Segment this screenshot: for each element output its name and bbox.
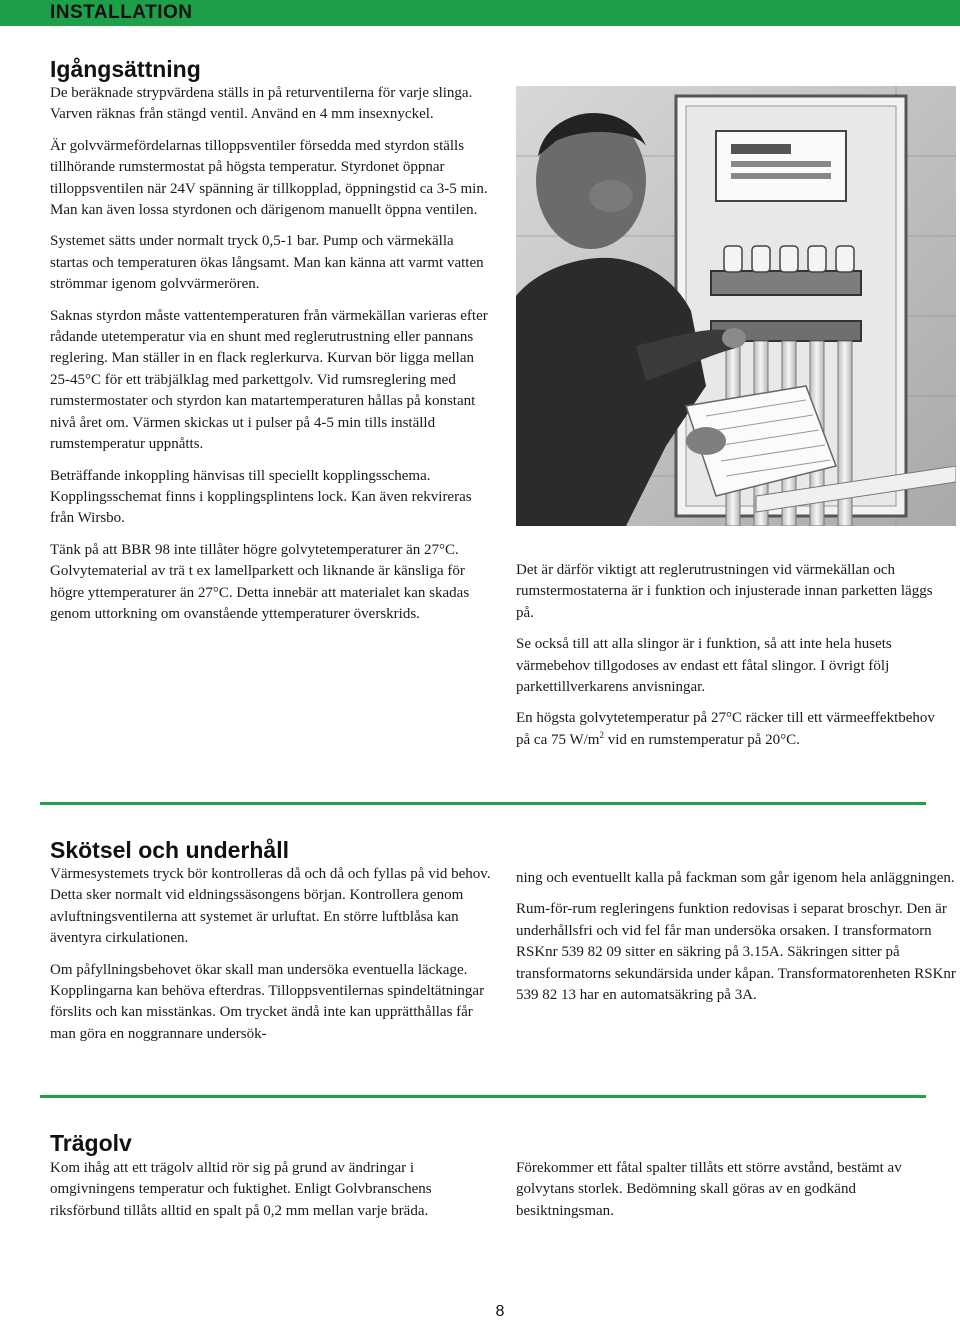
paragraph: ning och eventuellt kalla på fackman som går igenom hela anläggningen.	[516, 870, 955, 886]
text-span: En högsta golvytetemperatur på 27°C räcker till ett värmeeffektbehov på ca 75 W/m	[516, 710, 935, 748]
paragraph: Se också till att alla slingor är i funktion, så att inte hela husets värmebehov tillgodoses av endast ett fåtal slingor. I övrigt följ parkettillverkarens anvisningar.	[516, 636, 892, 696]
igangsattning-left-column	[50, 83, 490, 635]
igangsattning-right-column	[516, 560, 936, 761]
skotsel-left-column	[50, 864, 495, 1055]
paragraph: Beträffande inkoppling hänvisas till speciellt kopplingsschema. Kopplingsschemat finns i kopplingsplintens lock. Kan även rekvireras från Wirsbo.	[50, 467, 472, 527]
paragraph: Förekommer ett fåtal spalter tillåts ett större avstånd, bestämt av golvytans storlek. Bedömning skall göras av en godkänd besiktningsman.	[516, 1160, 902, 1219]
tragolv-left-column	[50, 1158, 495, 1232]
text-span: vid en rumstemperatur på 20°C.	[603, 731, 800, 748]
heading-tragolv: Trägolv	[50, 1130, 132, 1156]
paragraph: Saknas styrdon måste vattentemperaturen från värmekällan varieras efter rådande utetemperatur via en shunt med reglerutrustning eller pannans reglering. Man ställer in en flack reglerkurva. Kurvan bör ligga mellan 25-45°C för ett träbjälklag med parkettgolv. Vid rumsreglering med rumstermostater och styrdon kan matartemperaturen hållas på konstant nivå året om. Värmen skickas ut i pulser på 4-5 min tills inställd rumstemperatur uppnåtts.	[50, 307, 488, 453]
section-divider	[40, 1095, 926, 1098]
paragraph: Tänk på att BBR 98 inte tillåter högre golvytetemperaturer än 27°C. Golvytematerial av trä t ex lamellparkett och liknande är känsliga för högre yttemperaturer än 27°C. Detta innebär att materialet kan skadas genom uttorkning om ovanstående yttemperaturer överskrids.	[50, 541, 470, 622]
paragraph: Om påfyllningsbehovet ökar skall man undersöka eventuella läckage. Kopplingarna kan behöva efterdras. Tilloppsventilernas spindeltätningar förslits och kan misstänkas. Om trycket ändå inte kan upprätthållas får man göra en noggrannare undersök-	[50, 961, 485, 1042]
paragraph: Är golvvärmefördelarnas tilloppsventiler försedda med styrdon ställs tillhörande rumstermostat på högsta temperatur. Styrdonet öppnar tilloppsventilen när 24V spänning är tillkopplad, öppningstid ca 3-5 min. Man kan även lossa styrdonen och därigenom manuellt öppna ventilen.	[50, 137, 488, 219]
heading-igangsattning: Igångsättning	[50, 56, 201, 82]
paragraph	[516, 708, 936, 751]
section-header: INSTALLATION	[50, 2, 193, 23]
page-number: 8	[495, 1303, 505, 1320]
paragraph: Rum-för-rum regleringens funktion redovisas i separat broschyr. Den är underhållsfri och vid fel får man undersöka orsaken. I transformatorn RSKnr 539 82 09 sitter en säkring på 3.15A. Säkringen sitter på transformatorns sekundärsida under kåpan. Transformatorenheten RSKnr 539 82 13 har en automatsäkring på 3A.	[516, 901, 956, 1004]
paragraph: Värmesystemets tryck bör kontrolleras då och då och fyllas på vid behov. Detta sker normalt vid eldningssäsongens början. Kontrollera genom avluftningsventilerna att systemet är urluftat. En större luftblåsa kan äventyra cirkulationen.	[50, 866, 491, 947]
heading-skotsel: Skötsel och underhåll	[50, 837, 289, 863]
section-divider	[40, 802, 926, 805]
installer-photo-icon	[516, 86, 956, 526]
header-bar	[0, 0, 960, 26]
superscript: 2	[599, 729, 604, 740]
paragraph: Systemet sätts under normalt tryck 0,5-1 bar. Pump och värmekälla startas och temperaturen ökas långsamt. Man kan känna att varmt vatten strömmar igenom golvvärmerören.	[50, 233, 484, 293]
paragraph: De beräknade strypvärdena ställs in på returventilerna för varje slinga. Varven räknas från stängd ventil. Använd en 4 mm insexnyckel.	[50, 85, 473, 123]
paragraph: Kom ihåg att ett trägolv alltid rör sig på grund av ändringar i omgivningens temperatur och fuktighet. Enligt Golvbranschens riksförbund tillåts alltid en spalt på 0,2 mm mellan varje bräda.	[50, 1160, 432, 1219]
tragolv-right-column	[516, 1158, 946, 1232]
skotsel-right-column	[516, 868, 956, 1016]
paragraph: Det är därför viktigt att reglerutrustningen vid värmekällan och rumstermostaterna är i funktion och injusterade innan parketten läggs på.	[516, 562, 933, 621]
